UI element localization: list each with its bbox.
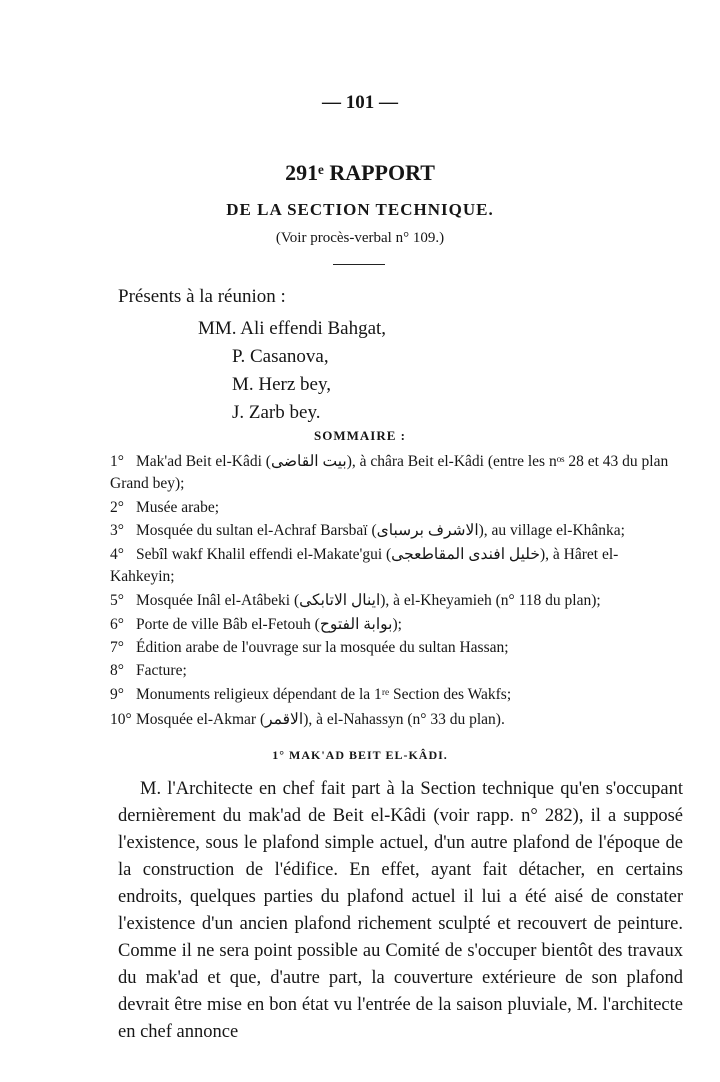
- member: P. Casanova,: [232, 346, 329, 367]
- member: J. Zarb bey.: [232, 402, 321, 423]
- summary-item: [110, 660, 670, 682]
- summary-item-number: 5°: [110, 592, 124, 609]
- summary-item: [110, 451, 670, 495]
- report-subtitle: DE LA SECTION TECHNIQUE.: [226, 200, 494, 219]
- page-number: — 101 —: [322, 92, 398, 113]
- body-paragraph: M. l'Architecte en chef fait part à la Section technique qu'en s'occupant dernièrement du mak'ad de Beit el-Kâdi (voir rapp. n° 282), il a supposé l'existence, sous le plafond simple actuel, d'un autre plafond de l'époque de la construction de l'édifice. En effet, ayant fait détacher, en certains endroits, quelques parties du plafond actuel il lui a été aisé de constater l'existence d'un ancien plafond richement sculpté et recouvert de peinture. Comme il ne sera point possible au Comité de s'occuper bientôt des travaux du mak'ad et que, d'autre part, la couverture extérieure de son plafond devrait être mise en bon état vu l'entrée de la saison pluviale, M. l'architecte en chef annonce: [118, 779, 683, 1042]
- summary-item: [110, 614, 670, 636]
- summary-item-number: 9°: [110, 686, 124, 703]
- summary-item-text: Mosquée Inâl el-Atâbeki (اينال الاتابكى), à el-Kheyamieh (n° 118 du plan);: [136, 592, 601, 609]
- summary-item-text: Porte de ville Bâb el-Fetouh (بوابة الفتوح);: [136, 616, 402, 633]
- summary-item-number: 4°: [110, 546, 124, 563]
- summary-item-number: 3°: [110, 522, 124, 539]
- summary-item: [110, 544, 670, 588]
- divider: [333, 264, 385, 265]
- summary-title: SOMMAIRE :: [314, 428, 406, 443]
- member: MM. Ali effendi Bahgat,: [198, 318, 387, 339]
- summary-item-number: 8°: [110, 662, 124, 679]
- summary-item-number: 6°: [110, 616, 124, 633]
- summary-item-number: 7°: [110, 639, 124, 656]
- report-title: 291ᵉ RAPPORT: [285, 160, 435, 185]
- summary-item: [110, 684, 670, 706]
- summary-item-text: Musée arabe;: [136, 499, 220, 516]
- summary-item-text: Monuments religieux dépendant de la 1ʳᵉ Section des Wakfs;: [136, 686, 512, 703]
- summary-item-text: Sebîl wakf Khalil effendi el-Makate'gui (خليل افندى المقاطعجى), à Hâret el-Kahkeyin;: [110, 546, 619, 585]
- member: M. Herz bey,: [232, 374, 332, 395]
- summary-item-number: 2°: [110, 499, 124, 516]
- section-heading: 1° MAK'AD BEIT EL-KÂDI.: [272, 748, 448, 762]
- summary-item-text: Facture;: [136, 662, 187, 679]
- summary-item: [110, 637, 670, 659]
- summary-item-text: Édition arabe de l'ouvrage sur la mosquée du sultan Hassan;: [136, 639, 509, 656]
- summary-item-text: Mosquée du sultan el-Achraf Barsbaï (الاشرف برسباى), au village el-Khânka;: [136, 522, 625, 539]
- summary-item: [110, 520, 670, 542]
- summary-item-text: Mosquée el-Akmar (الاقمر), à el-Nahassyn (n° 33 du plan).: [136, 711, 505, 728]
- summary-item-number: 1°: [110, 453, 124, 470]
- summary-item: [110, 590, 670, 612]
- presents-label: Présents à la réunion :: [118, 286, 286, 307]
- report-reference: (Voir procès-verbal n° 109.): [275, 230, 445, 246]
- summary-item: [110, 497, 670, 519]
- summary-item: [110, 709, 670, 731]
- summary-item-number: 10°: [110, 711, 132, 728]
- summary-item-text: Mak'ad Beit el-Kâdi (بيت القاضى), à châra Beit el-Kâdi (entre les nᵒˢ 28 et 43 du plan Grand bey);: [110, 453, 669, 492]
